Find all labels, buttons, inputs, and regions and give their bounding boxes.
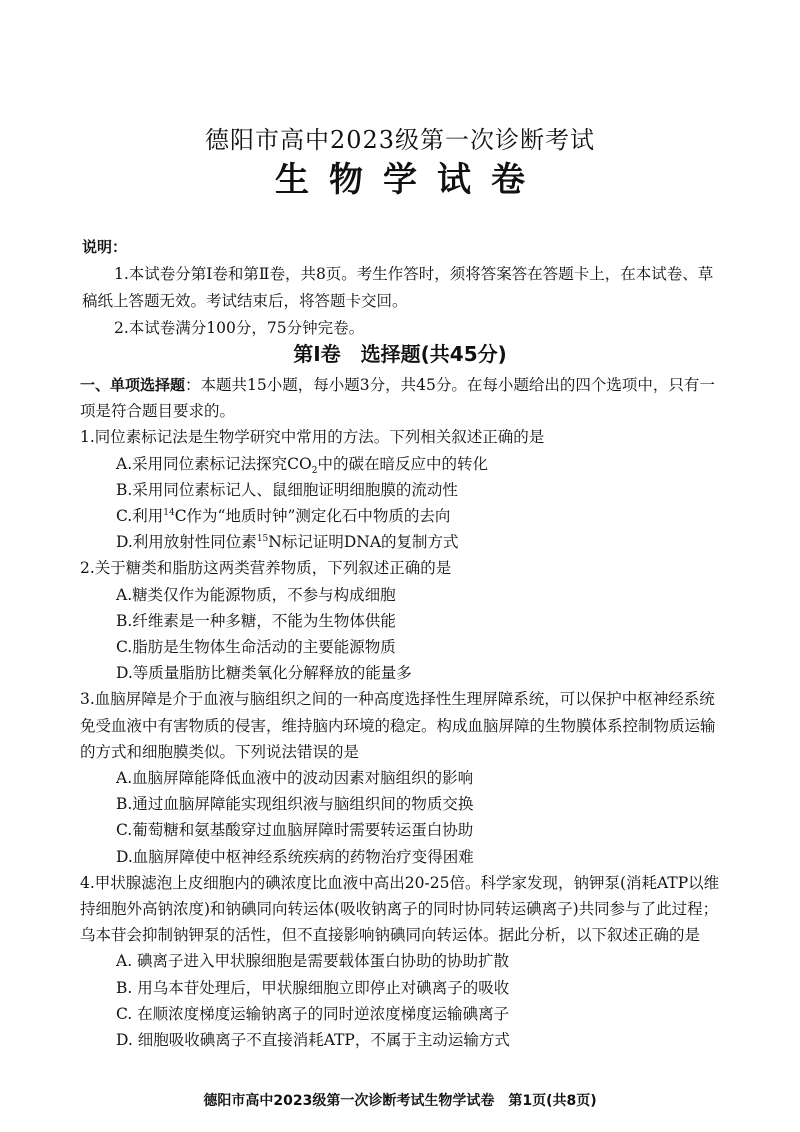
question-option — [80, 529, 720, 555]
part-text: ：本题共15小题，每小题3分，共45分。在每小题给出的四个选项中，只有一项是符合题目要求的。 — [80, 376, 715, 421]
question-option: D.血脑屏障使中枢神经系统疾病的药物治疗变得困难 — [116, 847, 474, 866]
option-text: C.利用 — [116, 507, 164, 526]
superscript: 15 — [256, 534, 269, 545]
question-option: D. 细胞吸收碘离子不直接消耗ATP，不属于主动运输方式 — [116, 1031, 510, 1050]
question-option — [80, 503, 720, 529]
exam-title: 德阳市高中2023级第一次诊断考试 — [204, 126, 596, 154]
question-option: B.采用同位素标记人、鼠细胞证明细胞膜的流动性 — [116, 480, 458, 499]
question-list — [80, 372, 720, 1053]
part-label: 一、单项选择题 — [80, 376, 186, 394]
question-option: A.糖类仅作为能源物质，不参与构成细胞 — [116, 585, 396, 604]
option-text: A.采用同位素标记法探究CO — [116, 454, 312, 473]
question-option: C.脂肪是生物体生命活动的主要能源物质 — [116, 638, 396, 657]
question-option: C.葡萄糖和氨基酸穿过血脑屏障时需要转运蛋白协助 — [116, 821, 474, 840]
question-option: A.血脑屏障能降低血液中的波动因素对脑组织的影响 — [116, 769, 474, 788]
option-text: 中的碳在暗反应中的转化 — [317, 454, 488, 473]
question-option — [80, 451, 720, 477]
question-option: B.通过血脑屏障能实现组织液与脑组织间的物质交换 — [116, 795, 474, 814]
option-text: C作为“地质时钟”测定化石中物质的去向 — [174, 507, 451, 526]
question-option: B. 用乌本苷处理后，甲状腺细胞立即停止对碘离子的吸收 — [116, 978, 510, 997]
question-option: C. 在顺浓度梯度运输钠离子的同时逆浓度梯度运输碘离子 — [116, 1004, 510, 1023]
part-heading — [80, 372, 720, 424]
question-stem: 2.关于糖类和脂肪这两类营养物质，下列叙述正确的是 — [80, 559, 452, 578]
question-stem: 1.同位素标记法是生物学研究中常用的方法。下列相关叙述正确的是 — [80, 428, 545, 447]
question-stem: 4.甲状腺滤泡上皮细胞内的碘浓度比血液中高出20-25倍。科学家发现，钠钾泵(消耗ATP以维持细胞外高钠浓度)和钠碘同向转运体(吸收钠离子的同时协同转运碘离子)共同参与了此过程；乌本苷会抑制钠钾泵的活性，但不直接影响钠碘同向转运体。据此分析，以下叙述正确的是 — [80, 873, 720, 945]
subscript: 2 — [311, 465, 318, 476]
section-title: 第Ⅰ卷 选择题(共45分) — [293, 342, 507, 366]
question-option: B.纤维素是一种多糖，不能为生物体供能 — [116, 611, 396, 630]
instructions — [82, 234, 722, 342]
option-text: N标记证明DNA的复制方式 — [268, 533, 459, 552]
page-footer: 德阳市高中2023级第一次诊断考试生物学试卷 第1页(共8页) — [203, 1093, 597, 1109]
instructions-label: 说明： — [82, 238, 128, 256]
superscript: 14 — [163, 507, 175, 518]
instruction-item: 2.本试卷满分100分，75分钟完卷。 — [114, 319, 365, 337]
instruction-item: 1.本试卷分第Ⅰ卷和第Ⅱ卷，共8页。考生作答时，须将答案答在答题卡上，在本试卷、草稿纸上答题无效。考试结束后，将答题卡交回。 — [82, 265, 714, 310]
question-stem: 3.血脑屏障是介于血液与脑组织之间的一种高度选择性生理屏障系统，可以保护中枢神经系统免受血液中有害物质的侵害，维持脑内环境的稳定。构成血脑屏障的生物膜体系控制物质运输的方式和细胞膜类似。下列说法错误的是 — [80, 690, 716, 761]
option-text: D.利用放射性同位素 — [116, 533, 257, 552]
question-option: D.等质量脂肪比糖类氧化分解释放的能量多 — [116, 664, 412, 683]
subject-title: 生物学试卷 — [275, 160, 545, 200]
question-option: A. 碘离子进入甲状腺细胞是需要载体蛋白协助的协助扩散 — [116, 952, 510, 971]
